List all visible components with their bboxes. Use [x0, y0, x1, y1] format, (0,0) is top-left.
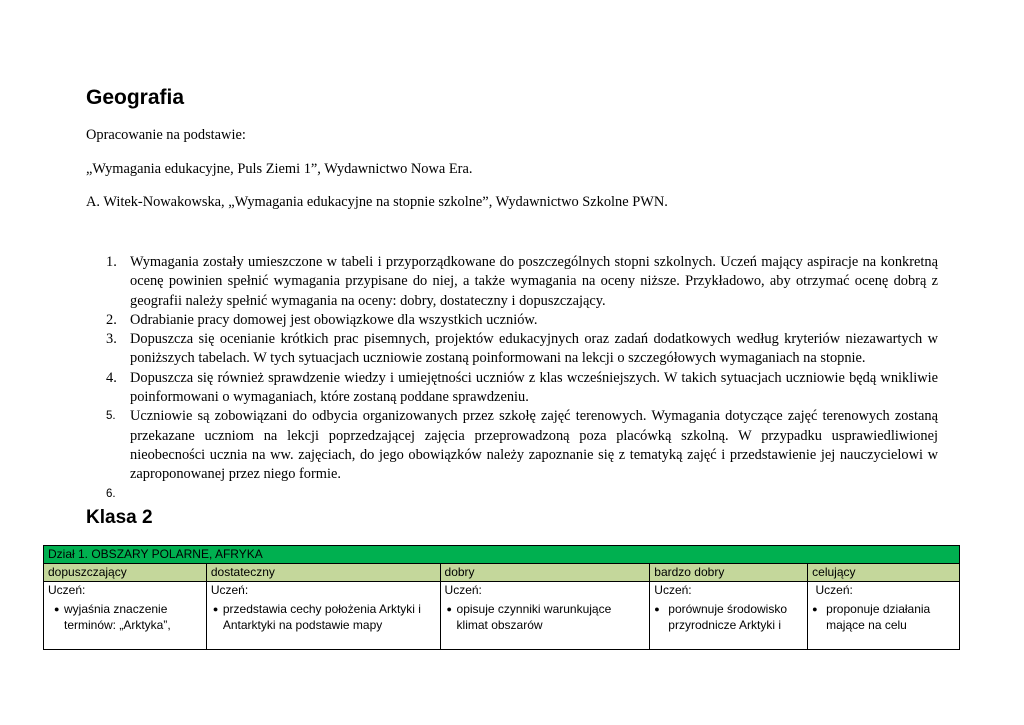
list-number: 2.: [106, 311, 117, 328]
source-1: „Wymagania edukacyjne, Puls Ziemi 1”, Wydawnictwo Nowa Era.: [86, 161, 473, 177]
student-label: Uczeń:: [210, 583, 249, 597]
student-label: Uczeń:: [812, 583, 853, 597]
grade-header-dobry: dobry: [440, 564, 650, 582]
student-label: Uczeń:: [48, 583, 86, 597]
student-label: Uczeń:: [444, 583, 482, 597]
page-title: Geografia: [86, 86, 185, 109]
requirement-cell: [440, 582, 650, 650]
requirement-cell: [206, 582, 440, 650]
list-item: [86, 407, 938, 484]
grade-header-celujacy: celujący: [808, 564, 960, 582]
bullet-icon: ●: [54, 604, 60, 614]
list-text: Wymagania zostały umieszczone w tabeli i przyporządkowane do poszczególnych stopni szkolnych. Uczeń mający aspiracje na konkretną ocenę powinien spełnić wymagania przypisane do niej, a także wymagania na oceny niższe. Przykładowo, aby otrzymać ocenę dobrą z geografii należy spełnić wymagania na oceny: dobry, dostateczny i dopuszczający.: [130, 254, 938, 309]
list-number: 3.: [106, 331, 117, 348]
bullet-icon: ●: [212, 604, 219, 614]
requirement-text: porównuje środowisko przyrodnicze Arktyki i: [668, 602, 788, 632]
requirement-text: proponuje działania mające na celu: [826, 602, 931, 632]
source-2: A. Witek-Nowakowska, „Wymagania edukacyjne na stopnie szkolne”, Wydawnictwo Szkolne PWN.: [86, 194, 668, 210]
list-item: [86, 330, 938, 369]
list-text: Dopuszcza się ocenianie krótkich prac pisemnych, projektów edukacyjnych oraz zadań dodatkowych według kryteriów niezawartych w poniższych tabelach. W tych sytuacjach uczniowie zostaną poinformowani na lekcji o szczegółowych wymaganiach na stopnie.: [130, 331, 938, 367]
requirements-table: [43, 545, 960, 650]
list-text: Dopuszcza się również sprawdzenie wiedzy i umiejętności uczniów z klas wcześniejszych. W takich sytuacjach uczniowie będą wnikliwie poinformowani o wymaganiach, które zostaną poddane sprawdzeniu.: [130, 369, 938, 406]
class-heading: Klasa 2: [86, 507, 153, 528]
rules-list: [86, 253, 938, 504]
student-label: Uczeń:: [654, 583, 692, 597]
source-intro: Opracowanie na podstawie:: [86, 127, 246, 143]
list-item: [86, 369, 938, 408]
requirement-text: wyjaśnia znaczenie terminów: „Arktyka”,: [64, 602, 171, 632]
list-text: Odrabianie pracy domowej jest obowiązkowe dla wszystkich uczniów.: [130, 311, 538, 328]
grade-header-bardzo-dobry: bardzo dobry: [650, 564, 808, 582]
list-item: [86, 311, 938, 330]
requirement-cell: [650, 582, 808, 650]
bullet-icon: ●: [812, 604, 818, 614]
list-number: 4.: [106, 369, 117, 386]
list-number: 1.: [106, 254, 117, 270]
requirement-text: przedstawia cechy położenia Arktyki i Antarktyki na podstawie mapy: [222, 602, 421, 632]
requirement-cell: [44, 582, 207, 650]
requirement-text: opisuje czynniki warunkujące klimat obszarów: [456, 602, 612, 632]
bullet-icon: ●: [654, 604, 660, 614]
grade-header-dopuszczajacy: dopuszczający: [44, 564, 207, 582]
requirement-cell: [808, 582, 960, 650]
list-text: [130, 486, 134, 502]
list-number: 5.: [106, 410, 116, 423]
list-item: [86, 253, 938, 311]
grade-header-dostateczny: dostateczny: [206, 564, 440, 582]
list-item: [86, 485, 938, 504]
list-text: Uczniowie są zobowiązani do odbycia organizowanych przez szkołę zajęć terenowych. Wymagania dotyczące zajęć terenowych zostaną przekazane uczniom na lekcji poprzedzającej zajęcia przeprowadzoną poza placówką szkolną. W przypadku usprawiedliwionej nieobecności ucznia na ww. zajęciach, do jego obowiązków należy zapoznanie się z tematyką zajęć i przedstawienie jej nauczycielowi w zaproponowanej przez niego formie.: [130, 408, 938, 483]
bullet-icon: ●: [446, 604, 452, 614]
list-number: 6.: [106, 487, 116, 500]
section-header: Dział 1. OBSZARY POLARNE, AFRYKA: [44, 546, 960, 564]
